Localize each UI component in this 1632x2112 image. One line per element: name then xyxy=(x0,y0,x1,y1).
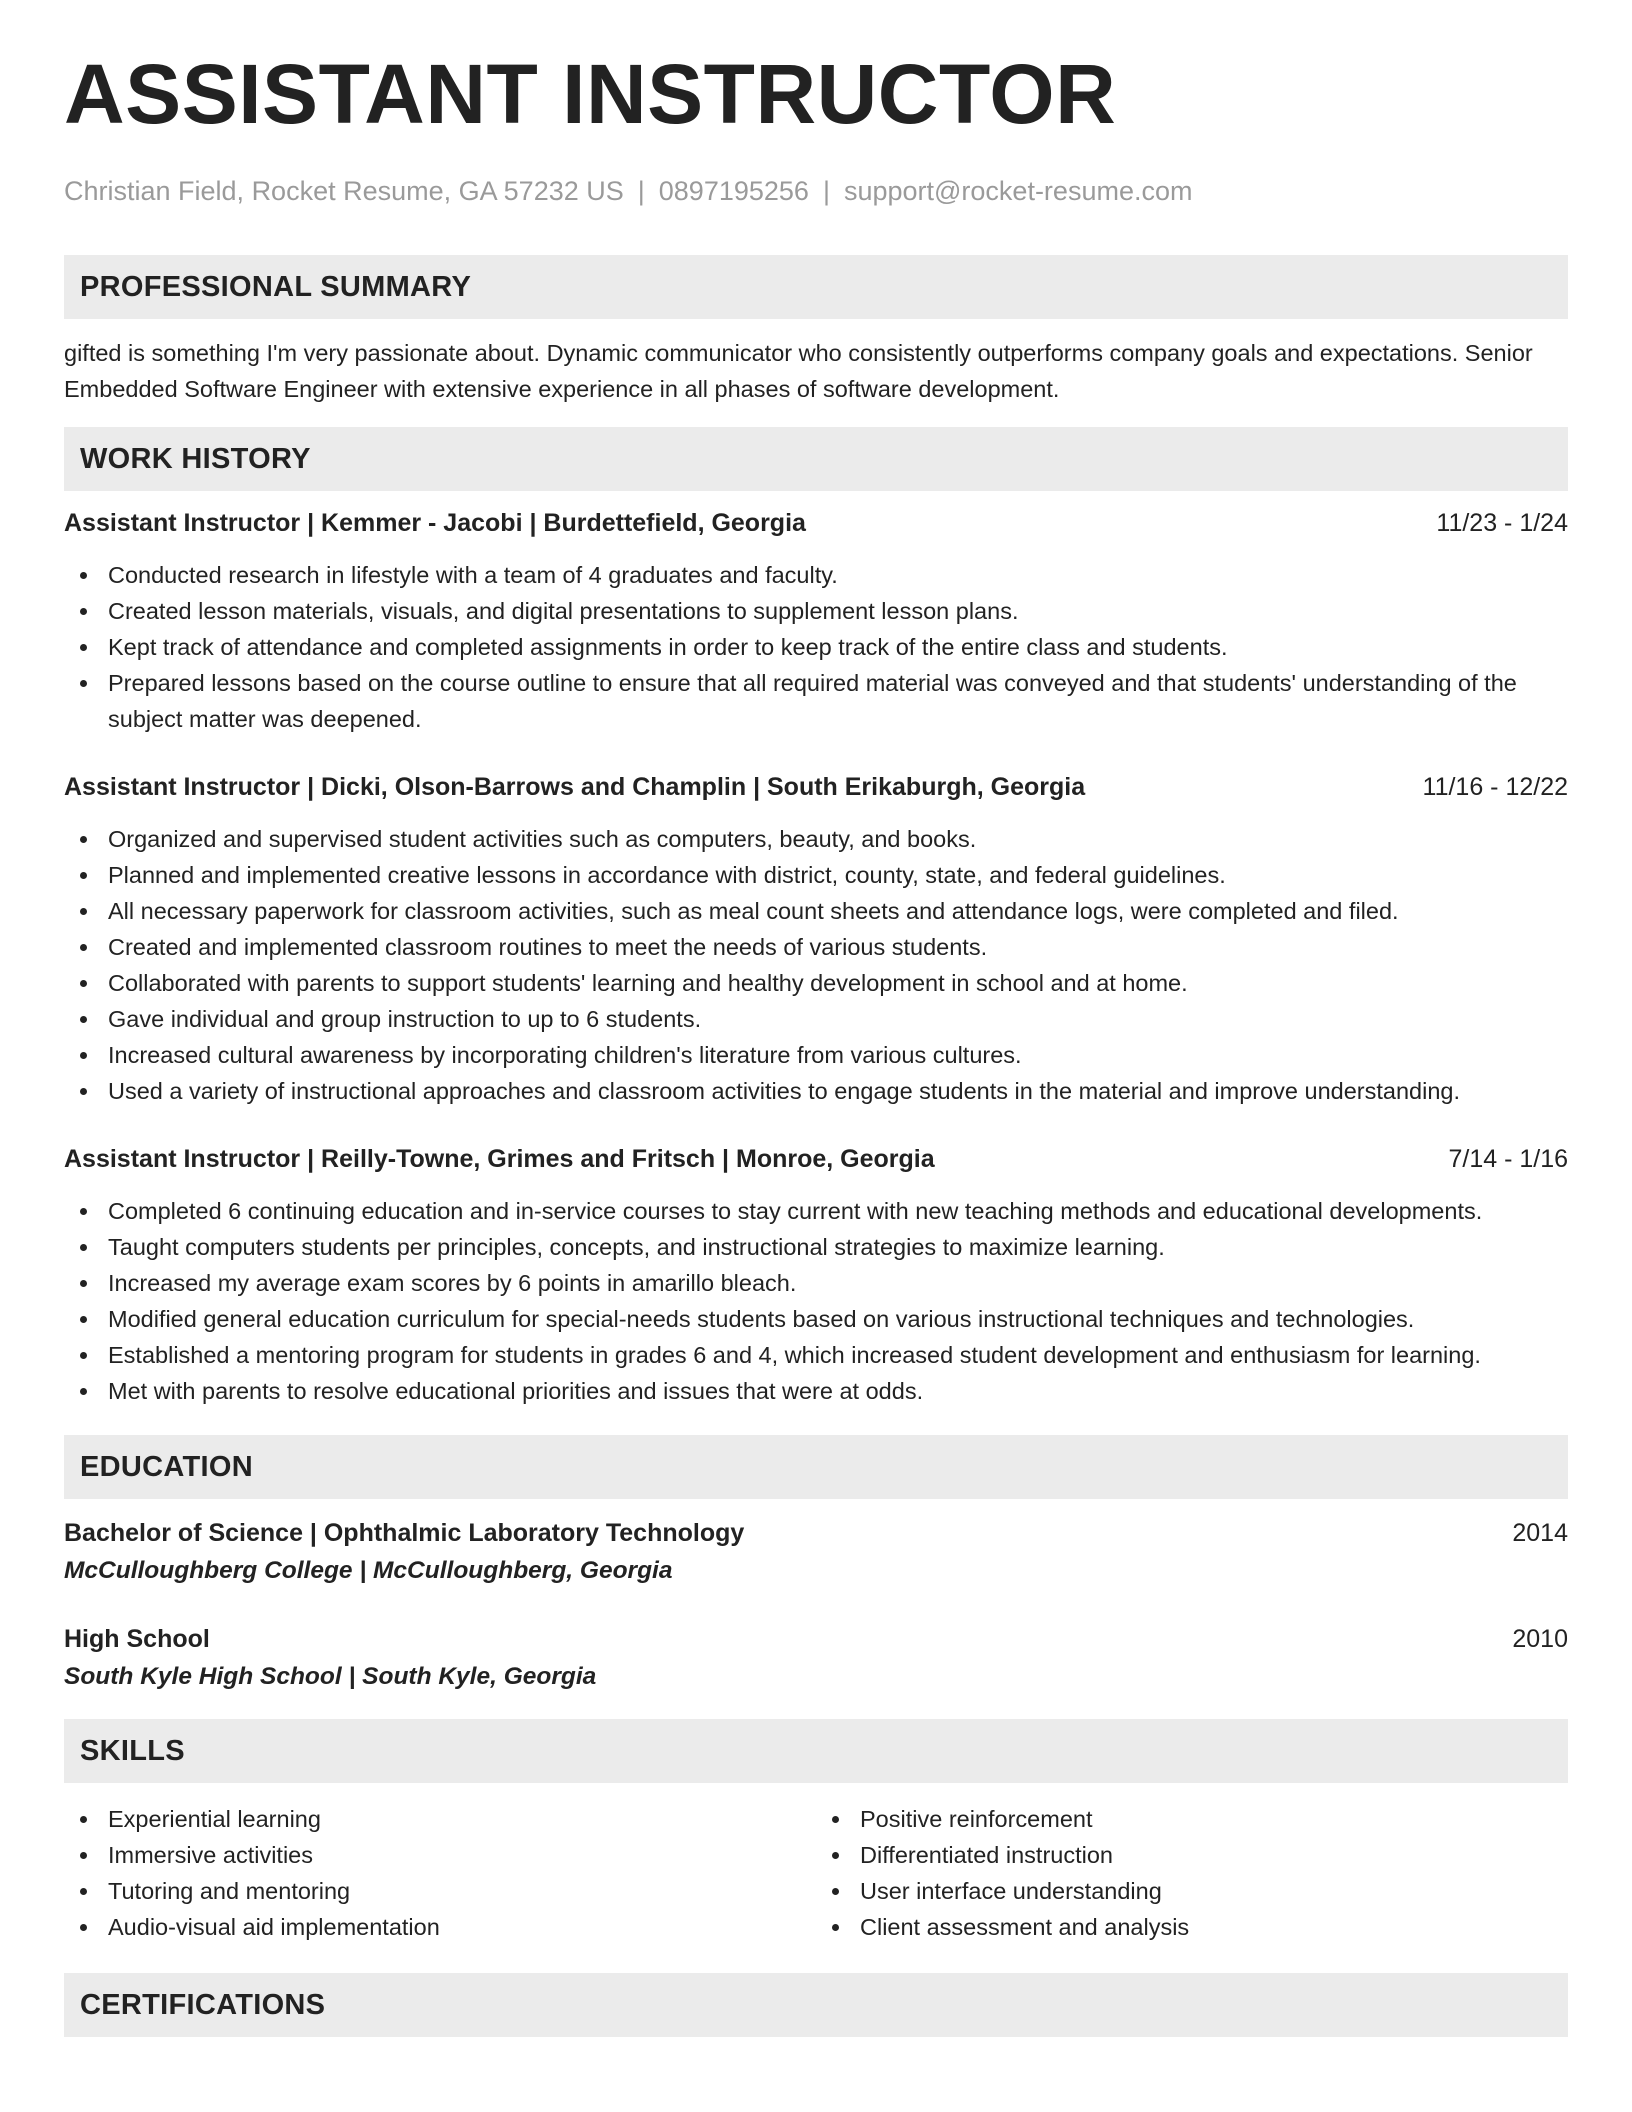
job-title: Assistant Instructor | Kemmer - Jacobi | Burdettefield, Georgia xyxy=(64,509,806,537)
job-bullet: Kept track of attendance and completed assignments in order to keep track of the entire class and students. xyxy=(64,629,1568,665)
job-bullet: Completed 6 continuing education and in-service courses to stay current with new teaching methods and educational developments. xyxy=(64,1193,1568,1229)
education-header xyxy=(64,1517,1568,1549)
job-bullet: Increased my average exam scores by 6 points in amarillo bleach. xyxy=(64,1265,1568,1301)
job-title: Assistant Instructor | Reilly-Towne, Grimes and Fritsch | Monroe, Georgia xyxy=(64,1145,935,1173)
skills-column-right xyxy=(816,1801,1568,1945)
contact-separator: | xyxy=(822,176,830,206)
job-bullet: Conducted research in lifestyle with a team of 4 graduates and faculty. xyxy=(64,557,1568,593)
contact-phone: 0897195256 xyxy=(658,176,809,206)
summary-text: gifted is something I'm very passionate about. Dynamic communicator who consistently outperforms company goals and expectations. Senior Embedded Software Engineer with extensive experience in all phases of software development. xyxy=(64,340,1533,402)
job-bullets xyxy=(64,821,1568,1109)
job-bullet: Prepared lessons based on the course outline to ensure that all required material was conveyed and that students' understanding of the subject matter was deepened. xyxy=(64,665,1568,737)
job-bullet: Gave individual and group instruction to up to 6 students. xyxy=(64,1001,1568,1037)
skills-list xyxy=(64,1801,816,1945)
education-year: 2014 xyxy=(1512,1519,1568,1547)
job-title: Assistant Instructor | Dicki, Olson-Barrows and Champlin | South Erikaburgh, Georgia xyxy=(64,773,1086,801)
skills-column-left xyxy=(64,1801,816,1945)
skills-heading: SKILLS xyxy=(64,1719,1568,1783)
job-bullet: Modified general education curriculum for special-needs students based on various instructional techniques and technologies. xyxy=(64,1301,1568,1337)
job-bullet: All necessary paperwork for classroom activities, such as meal count sheets and attendance logs, were completed and filed. xyxy=(64,893,1568,929)
job-header xyxy=(64,1143,1568,1175)
job-date: 7/14 - 1/16 xyxy=(1448,1145,1568,1173)
job-date: 11/16 - 12/22 xyxy=(1422,773,1568,801)
job-bullets xyxy=(64,557,1568,737)
education-degree: High School xyxy=(64,1625,210,1653)
certifications-heading: CERTIFICATIONS xyxy=(64,1973,1568,2037)
job-header xyxy=(64,771,1568,803)
summary-heading: PROFESSIONAL SUMMARY xyxy=(64,255,1568,319)
education-entry xyxy=(64,1623,1568,1693)
job-header xyxy=(64,507,1568,539)
job-entry xyxy=(64,771,1568,1109)
skills-grid xyxy=(64,1801,1568,1945)
education-school: McCulloughberg College | McCulloughberg, Georgia xyxy=(64,1557,673,1584)
job-entry xyxy=(64,507,1568,737)
skill-item: Differentiated instruction xyxy=(816,1837,1568,1873)
education-degree: Bachelor of Science | Ophthalmic Laboratory Technology xyxy=(64,1519,745,1547)
skill-item: Experiential learning xyxy=(64,1801,816,1837)
job-bullet: Created lesson materials, visuals, and digital presentations to supplement lesson plans. xyxy=(64,593,1568,629)
job-bullet: Planned and implemented creative lessons in accordance with district, county, state, and federal guidelines. xyxy=(64,857,1568,893)
skills-list xyxy=(816,1801,1568,1945)
skill-item: User interface understanding xyxy=(816,1873,1568,1909)
job-bullets xyxy=(64,1193,1568,1409)
education-header xyxy=(64,1623,1568,1655)
job-bullet: Established a mentoring program for students in grades 6 and 4, which increased student development and enthusiasm for learning. xyxy=(64,1337,1568,1373)
contact-line xyxy=(64,178,1568,205)
skill-item: Client assessment and analysis xyxy=(816,1909,1568,1945)
skill-item: Positive reinforcement xyxy=(816,1801,1568,1837)
skill-item: Immersive activities xyxy=(64,1837,816,1873)
contact-address: Christian Field, Rocket Resume, GA 57232 US xyxy=(64,176,624,206)
education-heading: EDUCATION xyxy=(64,1435,1568,1499)
job-bullet: Created and implemented classroom routines to meet the needs of various students. xyxy=(64,929,1568,965)
education-year: 2010 xyxy=(1512,1625,1568,1653)
job-bullet: Met with parents to resolve educational priorities and issues that were at odds. xyxy=(64,1373,1568,1409)
job-bullet: Used a variety of instructional approaches and classroom activities to engage students in the material and improve understanding. xyxy=(64,1073,1568,1109)
skill-item: Audio-visual aid implementation xyxy=(64,1909,816,1945)
job-bullet: Increased cultural awareness by incorporating children's literature from various cultures. xyxy=(64,1037,1568,1073)
education-school: South Kyle High School | South Kyle, Georgia xyxy=(64,1663,597,1690)
job-bullet: Collaborated with parents to support students' learning and healthy development in school and at home. xyxy=(64,965,1568,1001)
work-history-heading: WORK HISTORY xyxy=(64,427,1568,491)
job-date: 11/23 - 1/24 xyxy=(1436,509,1568,537)
contact-separator: | xyxy=(637,176,645,206)
education-entry xyxy=(64,1517,1568,1587)
skill-item: Tutoring and mentoring xyxy=(64,1873,816,1909)
job-entry xyxy=(64,1143,1568,1409)
job-bullet: Taught computers students per principles, concepts, and instructional strategies to maximize learning. xyxy=(64,1229,1568,1265)
contact-email: support@rocket-resume.com xyxy=(843,176,1193,206)
resume-title: ASSISTANT INSTRUCTOR xyxy=(64,47,1117,141)
job-bullet: Organized and supervised student activities such as computers, beauty, and books. xyxy=(64,821,1568,857)
